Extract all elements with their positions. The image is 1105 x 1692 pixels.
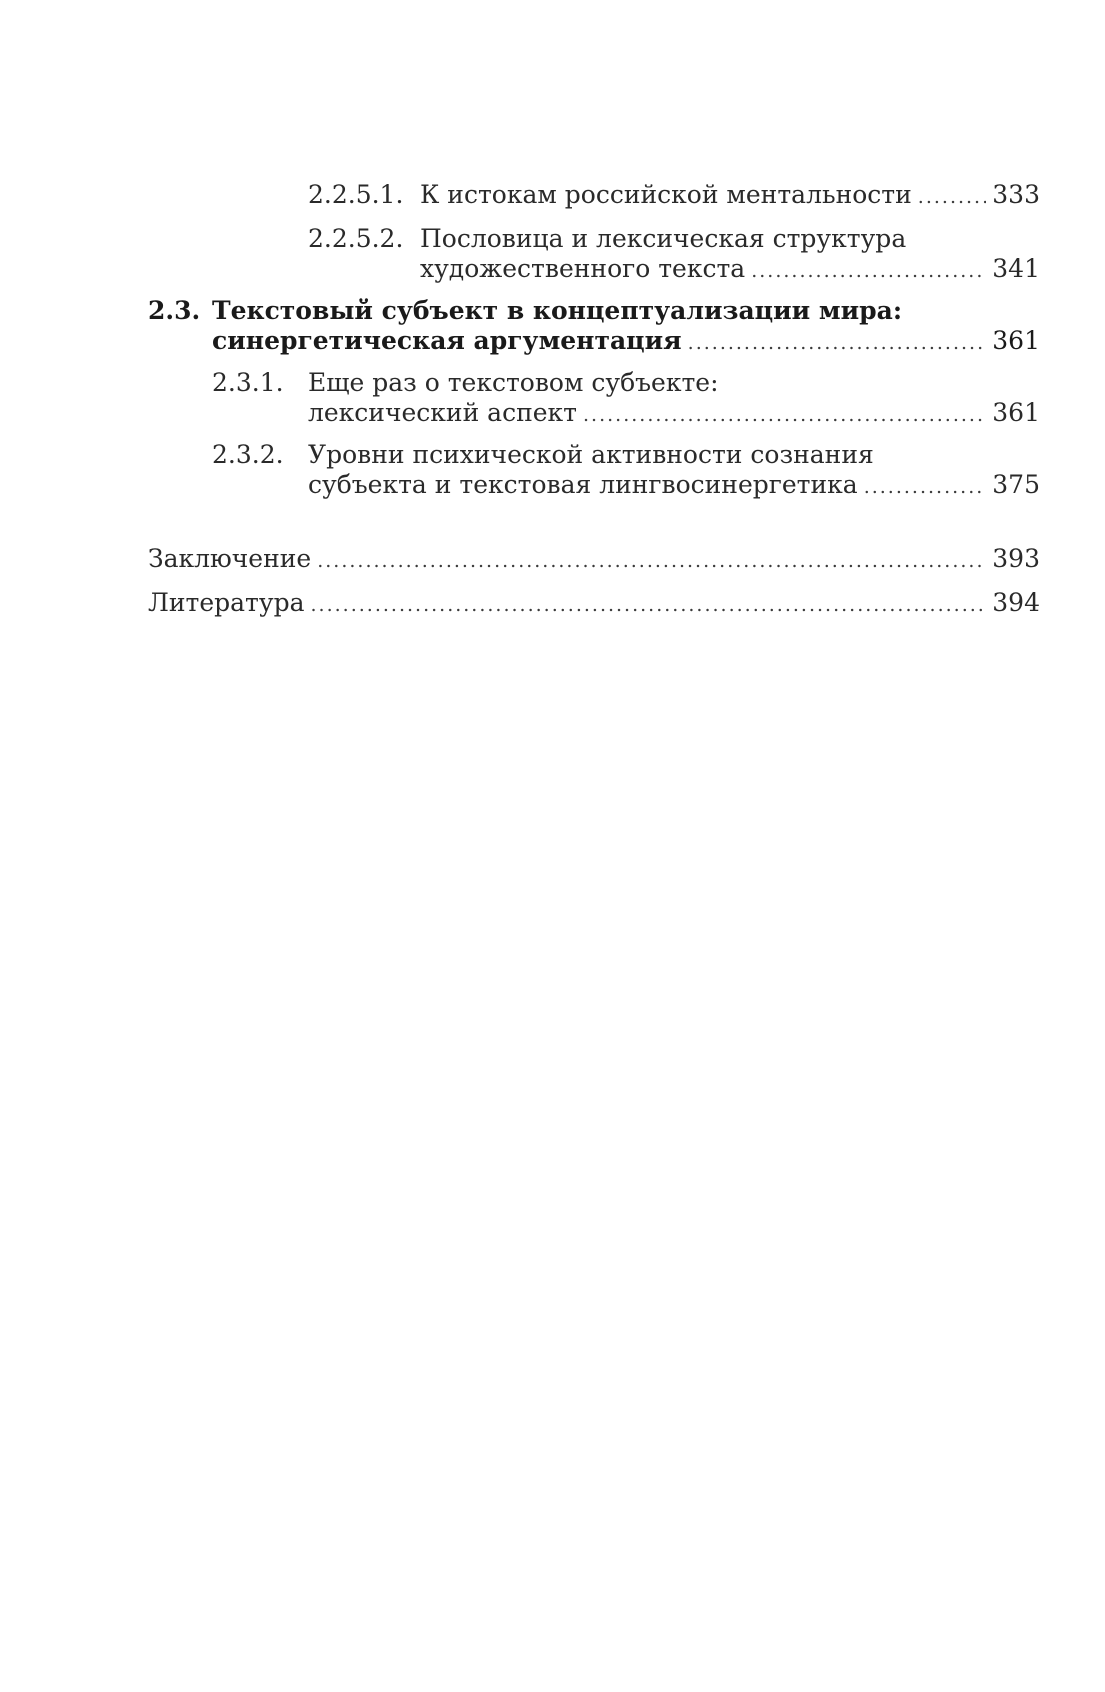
toc-entry-conclusion[interactable] (148, 544, 1040, 576)
toc-entry-page: 333 (992, 180, 1040, 209)
toc-entry-title: Еще раз о текстовом субъекте: (308, 368, 719, 397)
dot-leader (864, 472, 987, 502)
toc-entry-number: 2.3.1. (212, 368, 284, 397)
dot-leader (583, 400, 986, 430)
dot-leader (918, 182, 987, 212)
toc-entry-title: Заключение (148, 544, 312, 573)
toc-entry-title: Литература (148, 588, 305, 617)
toc-entry-2-3[interactable] (148, 296, 1040, 358)
toc-entry-title-continued: лексический аспект (308, 398, 578, 427)
dot-leader (317, 546, 986, 576)
toc-entry-title-continued: художественного текста (420, 254, 746, 283)
table-of-contents (148, 180, 1040, 620)
toc-entry-number: 2.2.5.2. (308, 224, 404, 253)
toc-entry-page: 393 (992, 544, 1040, 573)
toc-entry-2-3-2[interactable] (212, 440, 1040, 502)
toc-entry-title: Текстовый субъект в концептуализации мира: (212, 296, 903, 325)
dot-leader (688, 328, 987, 358)
toc-entry-title: Уровни психической активности сознания (308, 440, 874, 469)
toc-entry-2-2-5-1[interactable] (308, 180, 1040, 212)
toc-entry-page: 375 (992, 470, 1040, 499)
toc-entry-page: 361 (992, 326, 1040, 355)
toc-entry-page: 394 (992, 588, 1040, 617)
toc-entry-title-continued: синергетическая аргументация (212, 326, 682, 355)
toc-entry-number: 2.3. (148, 296, 201, 325)
toc-entry-number: 2.2.5.1. (308, 180, 404, 209)
toc-entry-title: Пословица и лексическая структура (420, 224, 907, 253)
toc-entry-number: 2.3.2. (212, 440, 284, 469)
toc-entry-2-2-5-2[interactable] (308, 224, 1040, 286)
dot-leader (311, 590, 987, 620)
toc-entry-title: К истокам российской ментальности (420, 180, 912, 209)
dot-leader (751, 256, 986, 286)
toc-entry-references[interactable] (148, 588, 1040, 620)
toc-entry-title-continued: субъекта и текстовая лингвосинергетика (308, 470, 858, 499)
toc-entry-page: 341 (992, 254, 1040, 283)
toc-entry-2-3-1[interactable] (212, 368, 1040, 430)
toc-entry-page: 361 (992, 398, 1040, 427)
